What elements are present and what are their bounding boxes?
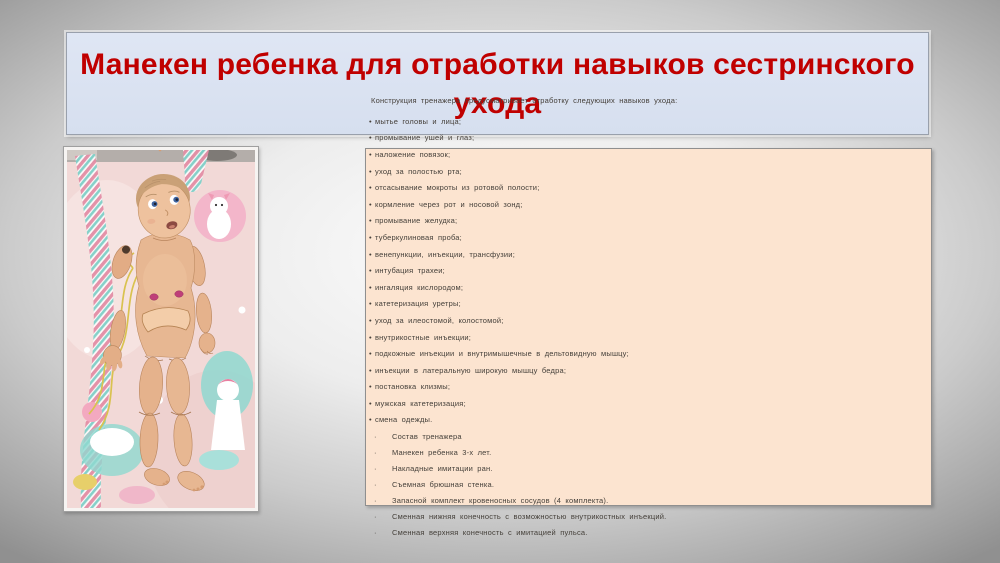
list-item bbox=[368, 312, 928, 329]
bullet-marker: • bbox=[369, 382, 372, 392]
bullet-marker: • bbox=[369, 332, 372, 342]
bullet-marker: • bbox=[369, 249, 372, 259]
bullet-marker: · bbox=[374, 447, 377, 457]
bullet-marker: • bbox=[369, 199, 372, 209]
list-item-text: Запасной комплект кровеносных сосудов (4 комплекта). bbox=[392, 495, 609, 505]
list-item bbox=[368, 329, 928, 346]
bullet-marker: • bbox=[369, 166, 372, 176]
slide-title: Манекен ребенка для отработки навыков сестринского ухода bbox=[80, 48, 915, 120]
list-item bbox=[368, 196, 928, 213]
list-item bbox=[368, 492, 928, 508]
list-item-text: Состав тренажера bbox=[392, 431, 462, 441]
bullet-marker: • bbox=[369, 183, 372, 193]
list-item-text: Сменная нижняя конечность с возможностью внутрикостных инъекций. bbox=[392, 511, 667, 521]
list-item bbox=[368, 412, 928, 429]
list-item-text: ингаляция кислородом; bbox=[375, 282, 464, 292]
list-item bbox=[368, 246, 928, 263]
mannequin-photo bbox=[63, 146, 259, 512]
list-item-text: отсасывание мокроты из ротовой полости; bbox=[375, 183, 540, 193]
list-item-text: кормление через рот и носовой зонд; bbox=[375, 199, 523, 209]
list-item bbox=[368, 213, 928, 230]
bullet-marker: • bbox=[369, 216, 372, 226]
bullet-marker: • bbox=[369, 315, 372, 325]
list-item bbox=[368, 508, 928, 524]
list-item-text: внутрикостные инъекции; bbox=[375, 332, 472, 342]
skills-list bbox=[368, 113, 928, 428]
list-item-text: мытье головы и лица; bbox=[375, 116, 462, 126]
bullet-marker: • bbox=[369, 299, 372, 309]
list-item bbox=[368, 179, 928, 196]
list-item bbox=[368, 130, 928, 147]
list-item-text: Сменная верхняя конечность с имитацией пульса. bbox=[392, 527, 588, 537]
bullet-marker: • bbox=[369, 116, 372, 126]
bullet-marker: · bbox=[374, 463, 377, 473]
list-item-text: катетеризация уретры; bbox=[375, 299, 461, 309]
list-intro: Конструкция тренажера предусматривает отработку следующих навыков ухода: bbox=[371, 96, 678, 105]
skills-text-block bbox=[368, 96, 928, 540]
list-item bbox=[368, 379, 928, 396]
list-item-text: интубация трахеи; bbox=[375, 266, 445, 276]
list-item-text: уход за полостью рта; bbox=[375, 166, 462, 176]
list-item-text: постановка клизмы; bbox=[375, 382, 451, 392]
mannequin-photo-illustration bbox=[67, 150, 255, 508]
list-item bbox=[368, 460, 928, 476]
bullet-marker: • bbox=[369, 349, 372, 359]
bullet-marker: • bbox=[369, 398, 372, 408]
list-item bbox=[368, 444, 928, 460]
list-item bbox=[368, 345, 928, 362]
list-item-text: мужская катетеризация; bbox=[375, 398, 466, 408]
bullet-marker: • bbox=[369, 365, 372, 375]
bullet-marker: • bbox=[369, 282, 372, 292]
bullet-marker: · bbox=[374, 479, 377, 489]
list-item bbox=[368, 476, 928, 492]
list-item-text: наложение повязок; bbox=[375, 149, 451, 159]
list-item bbox=[368, 113, 928, 130]
bullet-marker: • bbox=[369, 266, 372, 276]
list-item-text: туберкулиновая проба; bbox=[375, 232, 462, 242]
list-item bbox=[368, 279, 928, 296]
list-item-text: Накладные имитации ран. bbox=[392, 463, 493, 473]
list-item bbox=[368, 262, 928, 279]
list-item-text: венепункции, инъекции, трансфузии; bbox=[375, 249, 515, 259]
bullet-marker: • bbox=[369, 133, 372, 143]
list-item-text: промывание желудка; bbox=[375, 216, 458, 226]
list-item bbox=[368, 163, 928, 180]
list-item bbox=[368, 362, 928, 379]
list-item-text: уход за илеостомой, колостомой; bbox=[375, 315, 504, 325]
bullet-marker: · bbox=[374, 495, 377, 505]
list-item bbox=[368, 524, 928, 540]
bullet-marker: • bbox=[369, 232, 372, 242]
list-item bbox=[368, 395, 928, 412]
bullet-marker: · bbox=[374, 431, 377, 441]
list-item-text: инъекции в латеральную широкую мышцу бедра; bbox=[375, 365, 567, 375]
list-item-text: Съемная брюшная стенка. bbox=[392, 479, 495, 489]
list-item-text: подкожные инъекции и внутримышечные в дельтовидную мышцу; bbox=[375, 349, 629, 359]
list-item bbox=[368, 146, 928, 163]
list-item bbox=[368, 296, 928, 313]
list-item-text: Манекен ребенка 3-х лет. bbox=[392, 447, 492, 457]
composition-list bbox=[368, 428, 928, 540]
list-item-text: промывание ушей и глаз; bbox=[375, 133, 475, 143]
bullet-marker: • bbox=[369, 415, 372, 425]
list-item-text: смена одежды. bbox=[375, 415, 433, 425]
list-item bbox=[368, 428, 928, 444]
bullet-marker: • bbox=[369, 149, 372, 159]
bullet-marker: · bbox=[374, 527, 377, 537]
bullet-marker: · bbox=[374, 511, 377, 521]
list-item bbox=[368, 229, 928, 246]
